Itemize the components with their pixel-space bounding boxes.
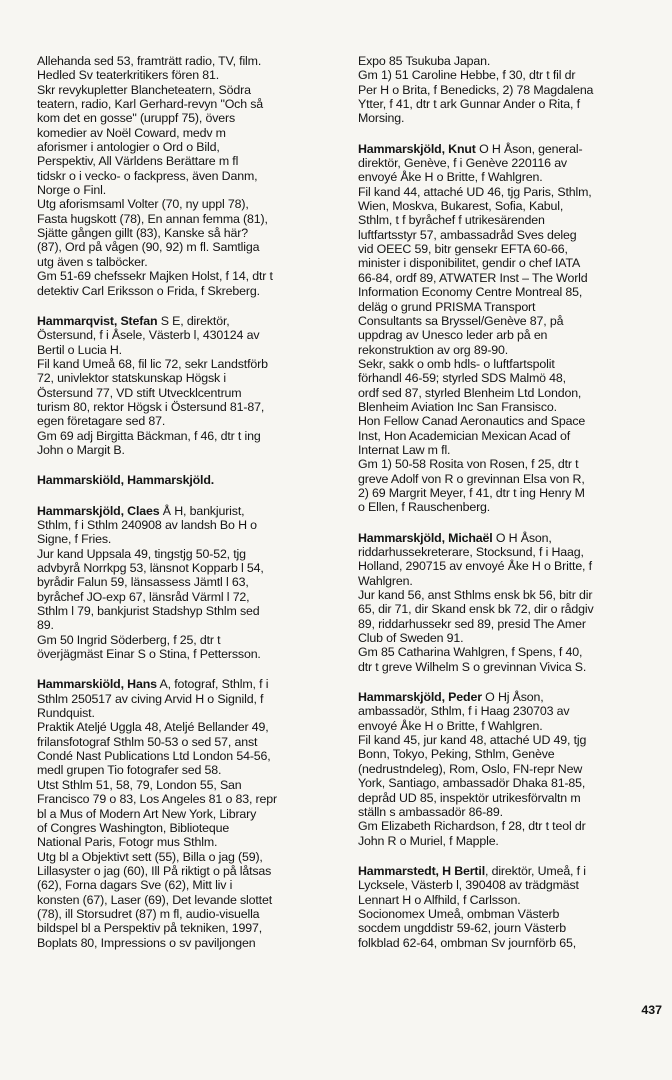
entry-text: O Hj Åson, ambassadör, Sthlm, f i Haag 230703 av envoyé Åke H o Britte, f Wahlgren. Fil kand 45, jur kand 48, attaché UD 49, tjg Bonn, Tokyo, Peking, Sthlm, Genève (nedrustndeleg), Rom, Oslo, FN-repr New York, Santiago, ambassadör Dhaka 81-85, depråd UD 85, inspektör utrikesförvaltn m ställn s ambassadör 86-89. Gm Elizabeth Richardson, f 28, dtr t teol dr John R o Muriel, f Mapple. [358, 690, 587, 848]
page-number: 437 [641, 1003, 662, 1017]
entry-heading: Hammarskjöld, Claes [37, 503, 160, 518]
entry-hammarskiold-hans [37, 677, 337, 950]
entry-text: S E, direktör, Östersund, f i Åsele, Västerb l, 430124 av Bertil o Lucia H. Fil kand Umeå 68, fil lic 72, sekr Landstförb 72, univlektor statskunskap Högsk i Östersund 77, VD stift Utvecklcentrum turism 80, rektor Högsk i Östersund 81-87, egen företagare sed 87. Gm 69 adj Birgitta Bäckman, f 46, dtr t ing John o Margit B. [37, 313, 268, 457]
entry-text: O H Åson, general- direktör, Genève, f i Genève 220116 av envoyé Åke H o Britte, f Wahlgren. Fil kand 44, attaché UD 46, tjg Paris, Sthlm, Wien, Moskva, Bukarest, Sofia, Kabul, Sthlm, t f byråchef f utrikesärenden luftfartsstyr 57, ambassadråd Sves deleg vid OEEC 59, bitr gensekr EFTA 60-66, minister i disponibilitet, gendir o chef IATA 66-84, ordf 89, ATWATER Inst – The World Information Economy Centre Montreal 85, deläg o grund PRISMA Transport Consultants sa Bryssel/Genève 87, på uppdrag av Unesco leder arb på en rekonstruktion av org 89-90. Sekr, sakk o omb hdls- o luftfartspolit förhandl 46-59; styrled SDS Malmö 48, ordf sed 87, styrled Blenheim Ltd London, Blenheim Aviation Inc San Fransisco. Hon Fellow Canad Aeronautics and Space Inst, Hon Academician Mexican Acad of Internat Law m fl. Gm 1) 50-58 Rosita von Rosen, f 25, dtr t greve Adolf von R o grevinnan Elsa von R, 2) 69 Margrit Meyer, f 41, dtr t ing Henry M o Ellen, f Rauschenberg. [358, 141, 592, 515]
entry-continuation [358, 54, 654, 126]
entry-continuation [37, 54, 337, 298]
cross-reference-heading [37, 473, 337, 487]
left-column [37, 54, 337, 966]
entry-text: O H Åson, riddarhussekreterare, Stocksund, f i Haag, Holland, 290715 av envoyé Åke H o Britte, f Wahlgren. Jur kand 56, anst Sthlms ensk bk 56, bitr dir 65, dir 71, dir Skand ensk bk 72, dir o rådgiv 89, riddarhussekr sed 89, presid The Amer Club of Sweden 91. Gm 85 Catharina Wahlgren, f Spens, f 40, dtr t greve Wilhelm S o grevinnan Vivica S. [358, 530, 594, 674]
entry-heading: Hammarskiöld, Hans [37, 677, 157, 692]
entry-hammarskjold-claes [37, 504, 337, 662]
entry-hammarqvist-stefan [37, 314, 337, 457]
entry-heading: Hammarskiöld, Hammarskjöld. [37, 473, 215, 488]
entry-heading: Hammarstedt, H Bertil [358, 863, 485, 878]
entry-text: Expo 85 Tsukuba Japan. Gm 1) 51 Caroline Hebbe, f 30, dtr t fil dr Per H o Brita, f Benedicks, 2) 78 Magdalena Ytter, f 41, dtr t ark Gunnar Ander o Rita, f Morsing. [358, 54, 594, 126]
entry-text: A, fotograf, Sthlm, f i Sthlm 250517 av civing Arvid H o Signild, f Rundquist. Praktik Ateljé Uggla 48, Ateljé Bellander 49, frilansfotograf Sthlm 50-53 o sed 57, anst Condé Nast Publications Ltd London 54-56, medl grupen Tio fotografer sed 58. Utst Sthlm 51, 58, 79, London 55, San Francisco 79 o 83, Los Angeles 81 o 83, repr bl a Mus of Modern Art New York, Library of Congres Washington, Biblioteque National Paris, Fotogr mus Sthlm. Utg bl a Objektivt sett (55), Billa o jag (59), Lillasyster o jag (60), Ill På riktigt o på låtsas (62), Forna dagars Sve (62), Mitt liv i konsten (67), Laser (69), Det levande slottet (78), ill Storsudret (87) m fl, audio-visuella bildspel bl a Perspektiv på tekniken, 1997, Boplats 80, Impressions o sv paviljongen [37, 677, 277, 950]
entry-heading: Hammarqvist, Stefan [37, 313, 158, 328]
entry-heading: Hammarskjöld, Michaël [358, 530, 493, 545]
entry-heading: Hammarskjöld, Knut [358, 141, 476, 156]
entry-hammarskjold-knut [358, 142, 654, 515]
entry-hammarskjold-peder [358, 690, 654, 848]
entry-text: Å H, bankjurist, Sthlm, f i Sthlm 240908 av landsh Bo H o Signe, f Fries. Jur kand Uppsala 49, tingstjg 50-52, tjg advbyrå Norrkpg 53, länsnot Kopparb l 54, byrådir Falun 59, länsassess Jämtl l 63, byråchef JO-exp 67, länsråd Värml l 72, Sthlm l 79, bankjurist Stadshyp Sthlm sed 89. Gm 50 Ingrid Söderberg, f 25, dtr t överjägmäst Einar S o Stina, f Pettersson. [37, 503, 264, 662]
entry-heading: Hammarskjöld, Peder [358, 690, 482, 705]
entry-text: , direktör, Umeå, f i Lycksele, Västerb l, 390408 av trädgmäst Lennart H o Alfhild, f Carlsson. Socionomex Umeå, ombman Västerb socdem ungddistr 59-62, journ Västerb folkblad 62-64, ombman Sv journförb 65, [358, 863, 586, 950]
right-column [358, 54, 654, 966]
entry-hammarstedt-bertil [358, 864, 654, 950]
entry-text: Allehanda sed 53, framträtt radio, TV, film. Hedled Sv teaterkritikers fören 81. Skr revykupletter Blancheteatern, Södra teatern, radio, Karl Gerhard-revyn "Och så kom det en gosse" (uruppf 75), övers komedier av Noël Coward, medv m aforismer i antologier o Ord o Bild, Perspektiv, All Världens Berättare m fl tidskr o i vecko- o fackpress, även Danm, Norge o Finl. Utg aforismsaml Volter (70, ny uppl 78), Fasta hugskott (78), En annan femma (81), Sjätte gången gillt (83), Kanske så här? (87), Ord på vågen (90, 92) m fl. Samtliga utg även s talböcker. Gm 51-69 chefssekr Majken Holst, f 14, dtr t detektiv Carl Eriksson o Frida, f Skreberg. [37, 54, 273, 298]
entry-hammarskjold-michael [358, 531, 654, 674]
